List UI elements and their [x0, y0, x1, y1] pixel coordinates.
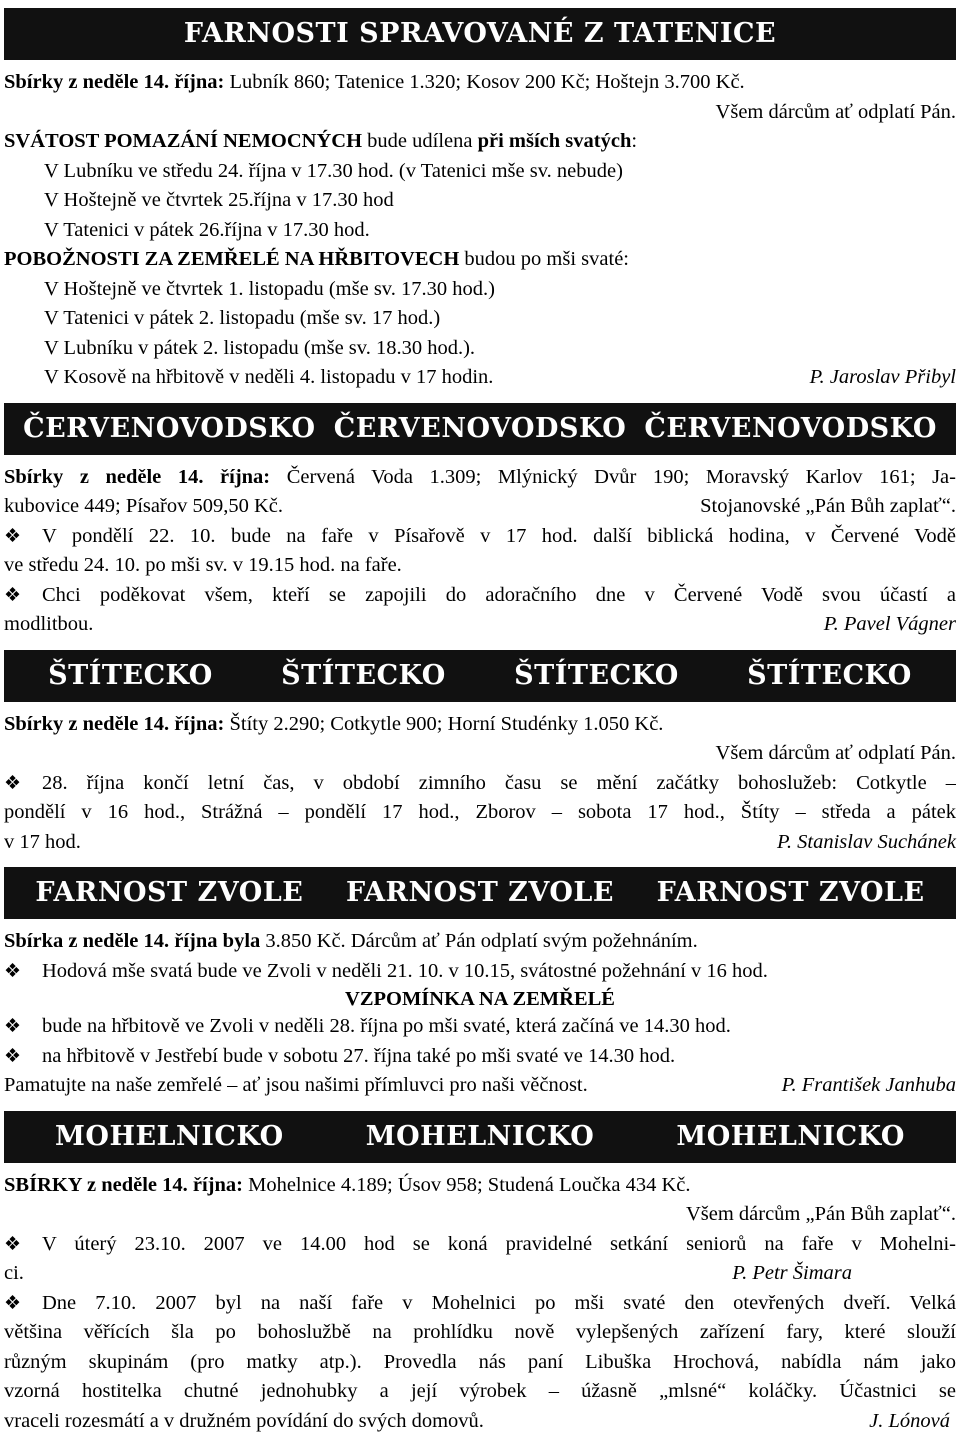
- header-title: MOHELNICKO: [365, 1120, 595, 1152]
- bullet-text: V pondělí 22. 10. bude na faře v Písařově v 17 hod. další biblická hodina, v Červené Vodě: [42, 524, 956, 547]
- bullet-continuation: [4, 1407, 956, 1437]
- bullet-diamond-icon: ❖: [4, 584, 22, 606]
- signature: P. Pavel Vágner: [823, 613, 956, 635]
- bullet-text: Dne 7.10. 2007 byl na naší faře v Mohelnici po mši svaté den otevřených dveří. Velká: [42, 1291, 956, 1314]
- devotions-title: POBOŽNOSTI ZA ZEMŘELÉ NA HŘBITOVECH: [4, 248, 460, 270]
- bullet-text: v 17 hod.: [4, 830, 81, 853]
- bullet-text: vraceli rozesmátí a v družném povídání do svých domovů.: [4, 1409, 484, 1432]
- header-title: ŠTÍTECKO: [747, 659, 912, 691]
- collections-line-2: [4, 492, 956, 522]
- collections-label: Sbírky z neděle 14. října:: [4, 712, 225, 735]
- closing-text: Pamatujte na naše zemřelé – ať jsou našimi přímluvci pro naši věčnost.: [4, 1074, 588, 1096]
- bullet-item: [4, 1042, 956, 1072]
- signature: P. František Janhuba: [781, 1074, 956, 1096]
- bullet-continuation: různým skupinám (pro matky atp.). Provedla nás paní Libuška Hrochová, nabídla nám jako: [4, 1350, 956, 1373]
- section-header-zvole: [4, 867, 956, 919]
- bullet-continuation: [4, 828, 956, 858]
- anointing-heading: [4, 127, 956, 157]
- header-title: ČERVENOVODSKO: [333, 412, 627, 444]
- devotion-item: V Tatenici v pátek 2. listopadu (mše sv. 17 hod.): [44, 307, 441, 329]
- bullet-continuation: [4, 1259, 956, 1289]
- anointing-end: :: [631, 130, 638, 152]
- signature: J. Lónová: [869, 1409, 950, 1432]
- bullet-text: ci.: [4, 1262, 24, 1284]
- header-title: ČERVENOVODSKO: [23, 412, 316, 444]
- bullet-text: Chci poděkovat všem, kteří se zapojili do adoračního dne v Červené Vodě svou účastí a: [42, 583, 956, 606]
- bullet-diamond-icon: ❖: [4, 525, 22, 547]
- thanks-line: [4, 98, 956, 128]
- thanks-text: Stojanovské „Pán Bůh zaplať“.: [700, 495, 956, 517]
- devotions-heading: [4, 245, 956, 275]
- header-title: ČERVENOVODSKO: [644, 412, 937, 444]
- collections-label: Sbírky z neděle 14. října:: [4, 465, 271, 488]
- bullet-diamond-icon: ❖: [4, 1233, 22, 1255]
- bullet-diamond-icon: ❖: [4, 772, 22, 794]
- header-title: FARNOST ZVOLE: [346, 877, 614, 909]
- bullet-item: [4, 1230, 956, 1260]
- bullet-text: modlitbou.: [4, 613, 94, 635]
- closing-line: [4, 1071, 956, 1101]
- header-title: ŠTÍTECKO: [514, 659, 679, 691]
- devotion-item-last: [4, 363, 956, 393]
- bullet-text: 28. října končí letní čas, v období zimního času se mění začátky bohoslužeb: Cotkytle –: [42, 771, 956, 794]
- bullet-continuation: pondělí v 16 hod., Strážná – pondělí 17 hod., Zborov – sobota 17 hod., Štíty – středa a pátek: [4, 801, 956, 823]
- collections-label: SBÍRKY z neděle 14. října:: [4, 1173, 243, 1196]
- devotions-text: budou po mši svaté:: [459, 248, 629, 270]
- bullet-text: Hodová mše svatá bude ve Zvoli v neděli 21. 10. v 10.15, svátostné požehnání v 16 hod.: [42, 959, 768, 982]
- bullet-item: [4, 522, 956, 552]
- thanks-line: [4, 1200, 956, 1230]
- signature: P. Jaroslav Přibyl: [809, 366, 956, 388]
- anointing-title: SVÁTOST POMAZÁNÍ NEMOCNÝCH: [4, 130, 363, 152]
- devotion-item: V Kosově na hřbitově v neděli 4. listopadu v 17 hodin.: [44, 366, 494, 388]
- signature: P. Stanislav Suchánek: [777, 830, 956, 853]
- bullet-text: bude na hřbitově ve Zvoli v neděli 28. října po mši svaté, která začíná ve 14.30 hod.: [42, 1015, 731, 1037]
- signature: P. Petr Šimara: [732, 1262, 852, 1284]
- collections-line: [4, 710, 956, 740]
- bullet-continuation: ve středu 24. 10. po mši sv. v 19.15 hod. na faře.: [4, 554, 402, 576]
- collections-text: Lubník 860; Tatenice 1.320; Kosov 200 Kč; Hoštejn 3.700 Kč.: [224, 71, 745, 93]
- anointing-item: V Tatenici v pátek 26.října v 17.30 hod.: [44, 218, 370, 241]
- collections-text: Červená Voda 1.309; Mlýnický Dvůr 190; Moravský Karlov 161; Ja-: [270, 465, 956, 488]
- bullet-item: [4, 769, 956, 799]
- header-title: ŠTÍTECKO: [48, 659, 213, 691]
- header-title: FARNOST ZVOLE: [35, 877, 304, 909]
- bullet-continuation: většina věřících šla po bohoslužbě na prohlídku nově vylepšených zařízení fary, které slouží: [4, 1321, 956, 1343]
- anointing-mid: bude udílena: [362, 130, 478, 152]
- collections-text: kubovice 449; Písařov 509,50 Kč.: [4, 495, 283, 517]
- thanks-line: [4, 739, 956, 769]
- collections-line: [4, 1171, 956, 1201]
- header-title: FARNOSTI SPRAVOVANÉ Z TATENICE: [183, 18, 777, 50]
- collections-label: Sbírka z neděle 14. října byla: [4, 930, 261, 952]
- bullet-item: [4, 1289, 956, 1319]
- collections-text: Štíty 2.290; Cotkytle 900; Horní Studénky 1.050 Kč.: [224, 712, 664, 735]
- thanks-text: Všem dárcům ať odplatí Pán.: [715, 742, 956, 764]
- bullet-diamond-icon: ❖: [4, 1292, 22, 1314]
- anointing-bold: při mších svatých: [477, 130, 632, 152]
- bulletin-page: [4, 0, 956, 1436]
- bullet-continuation: [4, 610, 956, 640]
- section-header-tatenice: [4, 8, 956, 60]
- section-header-cervenovodsko: [4, 403, 956, 455]
- header-title: ŠTÍTECKO: [281, 659, 446, 691]
- thanks-text: Všem dárcům ať odplatí Pán.: [715, 100, 956, 123]
- section-header-stitecko: [4, 650, 956, 702]
- devotion-item: V Hoštejně ve čtvrtek 1. listopadu (mše sv. 17.30 hod.): [44, 277, 495, 300]
- bullet-diamond-icon: ❖: [4, 1016, 22, 1037]
- header-title: MOHELNICKO: [676, 1120, 905, 1152]
- thanks-text: Všem dárcům „Pán Bůh zaplať“.: [685, 1203, 956, 1225]
- bullet-text: na hřbitově v Jestřebí bude v sobotu 27. října také po mši svaté ve 14.30 hod.: [42, 1044, 676, 1067]
- collections-label: Sbírky z neděle 14. října:: [4, 71, 225, 93]
- collections-line: [4, 463, 956, 493]
- header-title: FARNOST ZVOLE: [656, 877, 925, 909]
- collections-line: [4, 927, 956, 957]
- header-title: MOHELNICKO: [55, 1120, 284, 1152]
- bullet-item: [4, 581, 956, 611]
- bullet-diamond-icon: ❖: [4, 960, 22, 982]
- anointing-item: V Hoštejně ve čtvrtek 25.října v 17.30 hod: [44, 189, 394, 211]
- bullet-diamond-icon: ❖: [4, 1045, 22, 1067]
- collections-text: 3.850 Kč. Dárcům ať Pán odplatí svým požehnáním.: [260, 930, 698, 952]
- bullet-item: [4, 957, 956, 987]
- bullet-item: [4, 1012, 956, 1042]
- devotion-item: V Lubníku v pátek 2. listopadu (mše sv. 18.30 hod.).: [44, 336, 476, 359]
- memorial-heading: VZPOMÍNKA NA ZEMŘELÉ: [345, 988, 615, 1010]
- anointing-item: V Lubníku ve středu 24. října v 17.30 hod. (v Tatenici mše sv. nebude): [44, 159, 623, 182]
- collections-text: Mohelnice 4.189; Úsov 958; Studená Loučka 434 Kč.: [242, 1173, 691, 1196]
- bullet-continuation: vzorná hostitelka chutné jednohubky a její výrobek – úžasně „mlsné“ koláčky. Účastnici se: [4, 1380, 956, 1402]
- collections-line: [4, 68, 956, 98]
- bullet-text: V úterý 23.10. 2007 ve 14.00 hod se koná pravidelné setkání seniorů na faře v Mohelni-: [42, 1232, 956, 1255]
- section-header-mohelnicko: [4, 1111, 956, 1163]
